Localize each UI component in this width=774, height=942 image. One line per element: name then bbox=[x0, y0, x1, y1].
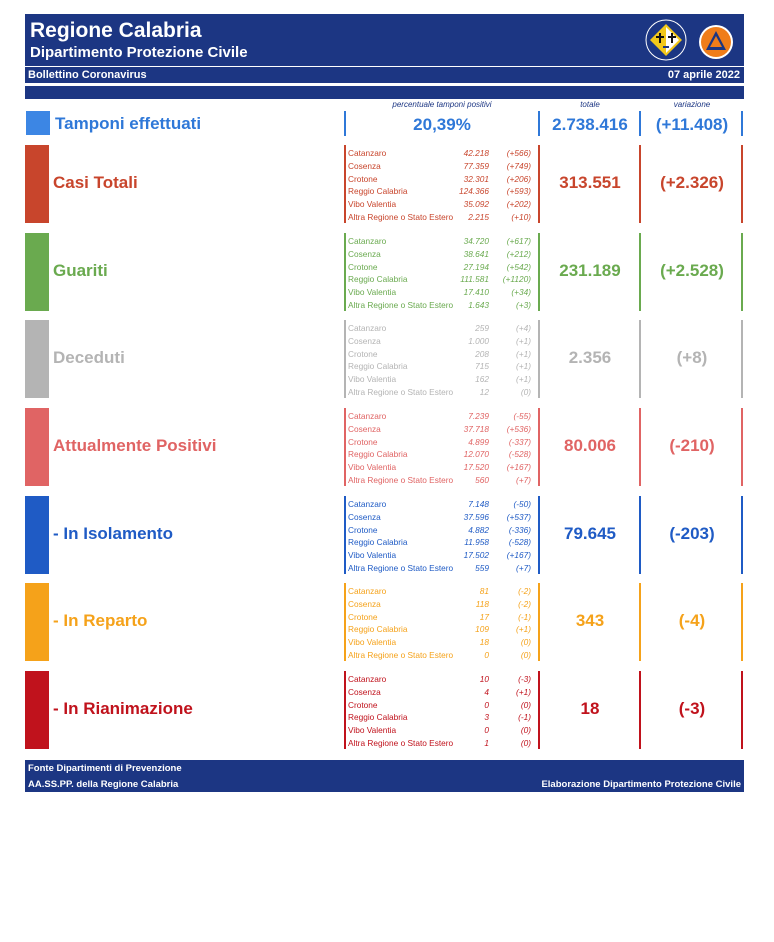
category-total: 2.356 bbox=[568, 348, 612, 367]
province-row bbox=[348, 261, 536, 274]
province-name: Cosenza bbox=[348, 335, 381, 346]
category-divider bbox=[344, 408, 346, 486]
category-swatch bbox=[25, 671, 49, 749]
province-row bbox=[348, 511, 536, 524]
province-value: 1.643 bbox=[468, 299, 489, 310]
category-row bbox=[0, 320, 774, 400]
province-variation: (+167) bbox=[506, 462, 531, 473]
province-value: 37.718 bbox=[463, 423, 489, 434]
province-value: 17.410 bbox=[463, 287, 489, 298]
province-value: 7.239 bbox=[468, 411, 489, 421]
province-name: Catanzaro bbox=[348, 586, 387, 596]
category-variation: (+2.528) bbox=[660, 261, 724, 280]
province-row bbox=[348, 147, 536, 160]
province-name: Catanzaro bbox=[348, 499, 387, 509]
province-row bbox=[348, 498, 536, 511]
province-row bbox=[348, 185, 536, 198]
province-value: 35.092 bbox=[463, 199, 489, 210]
province-row bbox=[348, 598, 536, 611]
province-breakdown bbox=[348, 585, 536, 662]
category-divider bbox=[639, 496, 641, 574]
province-name: Altra Regione o Stato Estero bbox=[348, 737, 454, 748]
category-label: Casi Totali bbox=[53, 173, 138, 192]
province-value: 0 bbox=[484, 699, 489, 710]
province-name: Cosenza bbox=[348, 423, 381, 434]
category-swatch bbox=[25, 320, 49, 398]
province-variation: (+566) bbox=[506, 148, 531, 158]
category-total: 18 bbox=[580, 699, 600, 718]
province-variation: (-1) bbox=[518, 712, 531, 723]
protezione-civile-logo-icon bbox=[693, 19, 739, 65]
province-value: 3 bbox=[484, 712, 489, 723]
province-value: 0 bbox=[484, 725, 489, 736]
province-row bbox=[348, 611, 536, 624]
province-variation: (-336) bbox=[508, 524, 531, 535]
province-row bbox=[348, 536, 536, 549]
province-variation: (+542) bbox=[506, 261, 531, 272]
regione-calabria-coat-of-arms-icon bbox=[645, 19, 687, 61]
province-name: Altra Regione o Stato Estero bbox=[348, 299, 454, 310]
col-head-total: totale bbox=[580, 100, 600, 109]
province-variation: (+1) bbox=[516, 686, 531, 697]
province-name: Catanzaro bbox=[348, 323, 387, 333]
province-variation: (-2) bbox=[518, 598, 531, 609]
province-variation: (-55) bbox=[513, 411, 531, 421]
province-row bbox=[348, 248, 536, 261]
province-row bbox=[348, 211, 536, 224]
category-total: 80.006 bbox=[564, 436, 616, 455]
province-row bbox=[348, 711, 536, 724]
category-total: 231.189 bbox=[559, 261, 621, 280]
province-variation: (0) bbox=[520, 737, 531, 748]
province-row bbox=[348, 585, 536, 598]
province-variation: (+7) bbox=[516, 562, 531, 573]
province-breakdown bbox=[348, 673, 536, 750]
category-divider bbox=[344, 145, 346, 223]
province-row bbox=[348, 348, 536, 361]
province-row bbox=[348, 524, 536, 537]
province-name: Reggio Calabria bbox=[348, 274, 408, 285]
province-variation: (0) bbox=[520, 637, 531, 648]
province-value: 38.641 bbox=[463, 248, 489, 259]
province-value: 81 bbox=[479, 586, 489, 596]
province-breakdown bbox=[348, 147, 536, 224]
province-row bbox=[348, 160, 536, 173]
category-divider bbox=[538, 233, 540, 311]
footer-credit: Elaborazione Dipartimento Protezione Civile bbox=[541, 779, 741, 790]
province-breakdown bbox=[348, 322, 536, 399]
province-variation: (-337) bbox=[508, 436, 531, 447]
province-name: Vibo Valentia bbox=[348, 637, 397, 648]
province-value: 2.215 bbox=[468, 211, 489, 222]
category-divider bbox=[639, 320, 641, 398]
province-row bbox=[348, 737, 536, 750]
province-name: Catanzaro bbox=[348, 148, 387, 158]
province-variation: (0) bbox=[520, 725, 531, 736]
province-variation: (0) bbox=[520, 699, 531, 710]
province-row bbox=[348, 386, 536, 399]
category-divider bbox=[538, 583, 540, 661]
tamponi-divider bbox=[538, 111, 540, 136]
category-label: - In Reparto bbox=[53, 611, 148, 630]
province-value: 42.218 bbox=[463, 148, 489, 158]
province-name: Cosenza bbox=[348, 598, 381, 609]
footer-source-line2: AA.SS.PP. della Regione Calabria bbox=[28, 779, 179, 790]
province-value: 4 bbox=[484, 686, 489, 697]
province-name: Catanzaro bbox=[348, 411, 387, 421]
province-variation: (+167) bbox=[506, 550, 531, 561]
province-value: 7.148 bbox=[468, 499, 489, 509]
province-value: 559 bbox=[475, 562, 489, 573]
category-divider bbox=[344, 233, 346, 311]
province-value: 10 bbox=[479, 674, 489, 684]
category-row bbox=[0, 233, 774, 313]
category-swatch bbox=[25, 233, 49, 311]
category-variation: (-203) bbox=[669, 524, 715, 543]
category-divider bbox=[639, 233, 641, 311]
province-variation: (+749) bbox=[506, 160, 531, 171]
category-divider bbox=[639, 408, 641, 486]
province-name: Crotone bbox=[348, 611, 378, 622]
province-name: Vibo Valentia bbox=[348, 287, 397, 298]
province-name: Vibo Valentia bbox=[348, 725, 397, 736]
province-name: Altra Regione o Stato Estero bbox=[348, 649, 454, 660]
category-divider bbox=[639, 671, 641, 749]
category-total: 313.551 bbox=[559, 173, 621, 192]
category-divider bbox=[538, 145, 540, 223]
province-name: Catanzaro bbox=[348, 674, 387, 684]
province-row bbox=[348, 461, 536, 474]
province-row bbox=[348, 623, 536, 636]
province-variation: (0) bbox=[520, 649, 531, 660]
province-breakdown bbox=[348, 410, 536, 487]
category-swatch bbox=[25, 408, 49, 486]
category-label: Attualmente Positivi bbox=[53, 436, 217, 455]
province-value: 124.366 bbox=[459, 186, 489, 197]
province-value: 37.596 bbox=[463, 511, 489, 522]
province-value: 32.301 bbox=[463, 173, 489, 184]
province-name: Vibo Valentia bbox=[348, 374, 397, 385]
tamponi-positive-percent: 20,39% bbox=[413, 115, 471, 134]
province-value: 11.958 bbox=[464, 537, 489, 548]
province-value: 12 bbox=[479, 386, 489, 397]
province-row bbox=[348, 686, 536, 699]
category-divider bbox=[538, 320, 540, 398]
category-variation: (+2.326) bbox=[660, 173, 724, 192]
province-value: 17.502 bbox=[463, 550, 489, 561]
category-total: 79.645 bbox=[564, 524, 616, 543]
province-row bbox=[348, 360, 536, 373]
province-row bbox=[348, 322, 536, 335]
bulletin-date: 07 aprile 2022 bbox=[667, 69, 740, 81]
province-name: Crotone bbox=[348, 436, 378, 447]
province-value: 208 bbox=[475, 348, 489, 359]
province-name: Cosenza bbox=[348, 511, 381, 522]
province-name: Vibo Valentia bbox=[348, 550, 397, 561]
category-row bbox=[0, 583, 774, 663]
province-row bbox=[348, 673, 536, 686]
tamponi-label: Tamponi effettuati bbox=[55, 114, 202, 133]
province-name: Catanzaro bbox=[348, 236, 387, 246]
category-divider bbox=[639, 145, 641, 223]
province-variation: (+536) bbox=[506, 423, 531, 434]
province-value: 1.000 bbox=[468, 335, 489, 346]
province-breakdown bbox=[348, 235, 536, 312]
province-variation: (+10) bbox=[511, 211, 531, 222]
category-variation: (-4) bbox=[678, 611, 706, 630]
col-head-variation: variazione bbox=[673, 100, 711, 109]
province-variation: (-3) bbox=[518, 674, 531, 684]
category-row bbox=[0, 145, 774, 225]
tamponi-variation: (+11.408) bbox=[655, 115, 729, 134]
category-swatch bbox=[25, 583, 49, 661]
province-row bbox=[348, 286, 536, 299]
category-variation: (+8) bbox=[676, 348, 708, 367]
category-divider bbox=[344, 496, 346, 574]
category-divider bbox=[344, 671, 346, 749]
category-label: - In Isolamento bbox=[53, 524, 173, 543]
province-value: 17 bbox=[479, 611, 489, 622]
province-name: Altra Regione o Stato Estero bbox=[348, 474, 454, 485]
province-variation: (+206) bbox=[506, 173, 531, 184]
tamponi-swatch bbox=[26, 111, 50, 135]
province-variation: (+3) bbox=[516, 299, 531, 310]
province-variation: (+212) bbox=[506, 248, 531, 259]
category-total: 343 bbox=[575, 611, 605, 630]
province-row bbox=[348, 636, 536, 649]
category-variation: (-3) bbox=[678, 699, 706, 718]
footer-source-line1: Fonte Dipartimenti di Prevenzione bbox=[28, 763, 182, 774]
province-variation: (-528) bbox=[508, 449, 531, 460]
province-row bbox=[348, 436, 536, 449]
province-row bbox=[348, 410, 536, 423]
province-name: Reggio Calabria bbox=[348, 186, 408, 197]
province-variation: (-1) bbox=[518, 611, 531, 622]
category-swatch bbox=[25, 145, 49, 223]
province-value: 34.720 bbox=[463, 236, 489, 246]
province-row bbox=[348, 235, 536, 248]
category-row bbox=[0, 496, 774, 576]
province-row bbox=[348, 198, 536, 211]
province-value: 259 bbox=[475, 323, 489, 333]
province-variation: (+34) bbox=[511, 287, 531, 298]
header-thin-bar bbox=[25, 86, 744, 99]
province-row bbox=[348, 649, 536, 662]
province-value: 18 bbox=[479, 637, 489, 648]
category-divider bbox=[538, 408, 540, 486]
province-variation: (+1120) bbox=[502, 274, 531, 285]
province-row bbox=[348, 549, 536, 562]
province-value: 77.359 bbox=[463, 160, 489, 171]
province-name: Altra Regione o Stato Estero bbox=[348, 386, 454, 397]
province-name: Crotone bbox=[348, 348, 378, 359]
province-row bbox=[348, 273, 536, 286]
province-value: 27.194 bbox=[463, 261, 489, 272]
category-divider bbox=[344, 583, 346, 661]
province-name: Cosenza bbox=[348, 160, 381, 171]
bulletin-label: Bollettino Coronavirus bbox=[28, 69, 147, 81]
province-row bbox=[348, 173, 536, 186]
province-value: 109 bbox=[475, 624, 489, 635]
category-divider bbox=[344, 320, 346, 398]
province-variation: (0) bbox=[520, 386, 531, 397]
province-name: Reggio Calabria bbox=[348, 712, 408, 723]
province-variation: (+202) bbox=[506, 199, 531, 210]
province-variation: (+1) bbox=[516, 335, 531, 346]
category-divider bbox=[639, 583, 641, 661]
province-value: 12.070 bbox=[463, 449, 489, 460]
category-divider bbox=[538, 496, 540, 574]
province-name: Altra Regione o Stato Estero bbox=[348, 211, 454, 222]
province-name: Reggio Calabria bbox=[348, 624, 408, 635]
province-name: Crotone bbox=[348, 173, 378, 184]
page-title: Regione Calabria bbox=[30, 19, 202, 42]
province-value: 4.882 bbox=[468, 524, 489, 535]
province-value: 715 bbox=[475, 361, 489, 372]
province-row bbox=[348, 562, 536, 575]
province-value: 111.581 bbox=[460, 274, 489, 285]
province-variation: (-2) bbox=[518, 586, 531, 596]
province-breakdown bbox=[348, 498, 536, 575]
province-variation: (+1) bbox=[516, 348, 531, 359]
province-variation: (+1) bbox=[516, 361, 531, 372]
province-value: 560 bbox=[475, 474, 489, 485]
province-row bbox=[348, 474, 536, 487]
province-name: Reggio Calabria bbox=[348, 449, 408, 460]
province-variation: (+537) bbox=[506, 511, 531, 522]
tamponi-total: 2.738.416 bbox=[552, 115, 628, 134]
province-value: 1 bbox=[484, 737, 489, 748]
province-variation: (+617) bbox=[506, 236, 531, 246]
province-variation: (-528) bbox=[508, 537, 531, 548]
province-name: Reggio Calabria bbox=[348, 361, 408, 372]
province-name: Crotone bbox=[348, 524, 378, 535]
province-value: 118 bbox=[475, 598, 489, 609]
category-variation: (-210) bbox=[669, 436, 715, 455]
province-row bbox=[348, 423, 536, 436]
province-name: Cosenza bbox=[348, 248, 381, 259]
page-subtitle: Dipartimento Protezione Civile bbox=[30, 44, 248, 61]
category-label: - In Rianimazione bbox=[53, 699, 193, 718]
category-label: Guariti bbox=[53, 261, 108, 280]
province-row bbox=[348, 299, 536, 312]
province-name: Reggio Calabria bbox=[348, 537, 408, 548]
category-row bbox=[0, 671, 774, 751]
col-head-pct: percentuale tamponi positivi bbox=[392, 100, 492, 109]
province-row bbox=[348, 699, 536, 712]
province-name: Crotone bbox=[348, 261, 378, 272]
province-value: 162 bbox=[475, 374, 489, 385]
province-variation: (+7) bbox=[516, 474, 531, 485]
province-variation: (+1) bbox=[516, 624, 531, 635]
tamponi-divider bbox=[639, 111, 641, 136]
province-row bbox=[348, 335, 536, 348]
category-swatch bbox=[25, 496, 49, 574]
province-row bbox=[348, 373, 536, 386]
province-name: Vibo Valentia bbox=[348, 199, 397, 210]
province-variation: (+4) bbox=[516, 323, 531, 333]
province-variation: (+593) bbox=[506, 186, 531, 197]
province-value: 0 bbox=[484, 649, 489, 660]
province-row bbox=[348, 448, 536, 461]
province-value: 4.899 bbox=[468, 436, 489, 447]
province-row bbox=[348, 724, 536, 737]
category-divider bbox=[538, 671, 540, 749]
category-label: Deceduti bbox=[53, 348, 125, 367]
province-name: Vibo Valentia bbox=[348, 462, 397, 473]
province-variation: (+1) bbox=[516, 374, 531, 385]
province-name: Altra Regione o Stato Estero bbox=[348, 562, 454, 573]
province-name: Cosenza bbox=[348, 686, 381, 697]
province-value: 17.520 bbox=[463, 462, 489, 473]
province-variation: (-50) bbox=[513, 499, 531, 509]
province-name: Crotone bbox=[348, 699, 378, 710]
category-row bbox=[0, 408, 774, 488]
